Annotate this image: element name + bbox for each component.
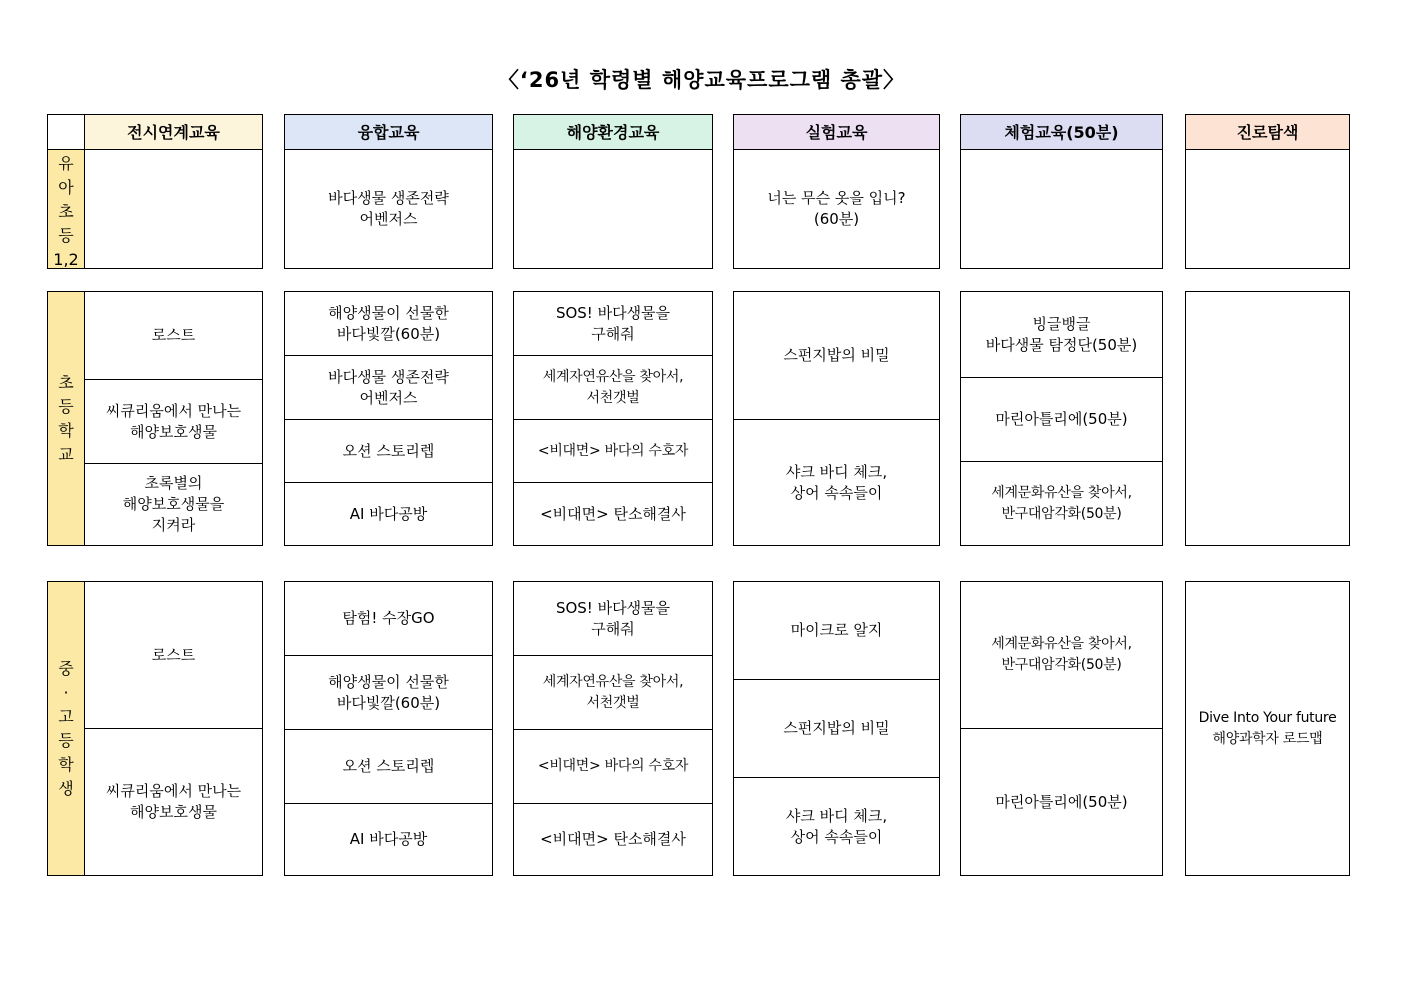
row2-col4-item: 샤크 바디 체크, 상어 속속들이 bbox=[734, 419, 939, 545]
row1-col5-box bbox=[960, 114, 1163, 269]
row2-col1-item: 씨큐리움에서 만나는 해양보호생물 bbox=[85, 379, 262, 463]
row2-col5-box bbox=[960, 291, 1163, 546]
row3-col6-box bbox=[1185, 581, 1350, 876]
row2-col1-item: 로스트 bbox=[151, 326, 196, 344]
row1-col2-program: 바다생물 생존전략 어벤저스 bbox=[328, 189, 449, 228]
header-experiment: 실험교육 bbox=[734, 115, 939, 150]
row2-col2-item: 해양생물이 선물한 바다빛깔(60분) bbox=[328, 303, 449, 343]
row3-col3-item: <비대면> 바다의 수호자 bbox=[514, 729, 712, 803]
row2-col2-item: AI 바다공방 bbox=[285, 482, 492, 545]
row1-col4-box bbox=[733, 114, 940, 269]
row3-col1-box bbox=[47, 581, 263, 876]
level-label-kinder: 유 아 초 등 1,2 bbox=[48, 150, 85, 268]
row3-col3-item: SOS! 바다생물을 구해줘 bbox=[555, 598, 671, 638]
row2-col3-item: 세계자연유산을 찾아서, 서천갯벌 bbox=[514, 355, 712, 419]
row2-col2-item: 오션 스토리렙 bbox=[285, 419, 492, 482]
row3-col6-program: Dive Into Your future 해양과학자 로드맵 bbox=[1198, 709, 1337, 747]
header-exhibition: 전시연계교육 bbox=[85, 115, 262, 150]
row3-col5-box bbox=[960, 581, 1163, 876]
level-label-secondary: 중 · 고 등 학 생 bbox=[48, 582, 85, 875]
row1-col3-box bbox=[513, 114, 713, 269]
row3-col3-item: 세계자연유산을 찾아서, 서천갯벌 bbox=[514, 655, 712, 729]
row1-col1-box bbox=[47, 114, 263, 269]
row3-col3-box bbox=[513, 581, 713, 876]
row3-col2-item: 오션 스토리렙 bbox=[285, 729, 492, 803]
row3-col4-box bbox=[733, 581, 940, 876]
row3-col2-item: 해양생물이 선물한 바다빛깔(60분) bbox=[285, 655, 492, 729]
row3-col5-item: 세계문화유산을 찾아서, 반구대암각화(50분) bbox=[991, 636, 1132, 673]
row1-col6-box bbox=[1185, 114, 1350, 269]
row1-col2-box bbox=[284, 114, 493, 269]
row3-col3-item: <비대면> 탄소해결사 bbox=[514, 803, 712, 875]
row2-col3-item: <비대면> 탄소해결사 bbox=[514, 482, 712, 545]
row1-col5-empty bbox=[961, 150, 1162, 268]
row3-col4-item: 샤크 바디 체크, 상어 속속들이 bbox=[734, 777, 939, 875]
row1-col6-empty bbox=[1186, 150, 1349, 268]
row2-col3-item: SOS! 바다생물을 구해줘 bbox=[555, 303, 671, 343]
row3-col4-item: 마이크로 알지 bbox=[790, 621, 883, 639]
row3-col2-item: 탐험! 수장GO bbox=[342, 609, 435, 627]
row2-col4-box bbox=[733, 291, 940, 546]
row2-col5-item: 세계문화유산을 찾아서, 반구대암각화(50분) bbox=[961, 461, 1162, 545]
level-label-elementary: 초 등 학 교 bbox=[48, 292, 85, 545]
row2-col2-item: 바다생물 생존전략 어벤저스 bbox=[285, 355, 492, 419]
row3-col5-item: 마린아틀리에(50분) bbox=[961, 728, 1162, 875]
row2-col1-box bbox=[47, 291, 263, 546]
row2-col5-item: 마린아틀리에(50분) bbox=[961, 377, 1162, 461]
row1-col3-empty bbox=[514, 150, 712, 268]
header-convergence: 융합교육 bbox=[285, 115, 492, 150]
row3-col2-item: AI 바다공방 bbox=[285, 803, 492, 875]
row2-col3-box bbox=[513, 291, 713, 546]
row3-col1-item: 씨큐리움에서 만나는 해양보호생물 bbox=[85, 728, 262, 875]
row3-col1-item: 로스트 bbox=[151, 645, 196, 664]
row3-col4-item: 스펀지밥의 비밀 bbox=[734, 679, 939, 777]
row2-col5-item: 빙글뱅글 바다생물 탐정단(50분) bbox=[985, 314, 1138, 354]
row2-col4-item: 스펀지밥의 비밀 bbox=[783, 346, 890, 364]
row3-col2-box bbox=[284, 581, 493, 876]
row2-col1-item: 초록별의 해양보호생물을 지켜라 bbox=[85, 463, 262, 545]
row2-col2-box bbox=[284, 291, 493, 546]
row1-col1-empty bbox=[85, 150, 262, 268]
header-col1-blank bbox=[48, 115, 85, 150]
header-experience: 체험교육(50분) bbox=[961, 115, 1162, 150]
header-career: 진로탐색 bbox=[1186, 115, 1349, 150]
row1-col4-program: 너는 무슨 옷을 입니? (60분) bbox=[767, 189, 906, 228]
page-title: 〈‘26년 학령별 해양교육프로그램 총괄〉 bbox=[497, 68, 906, 92]
row2-col3-item: <비대면> 바다의 수호자 bbox=[514, 419, 712, 482]
row2-col6-box bbox=[1185, 291, 1350, 546]
header-marine-env: 해양환경교육 bbox=[514, 115, 712, 150]
